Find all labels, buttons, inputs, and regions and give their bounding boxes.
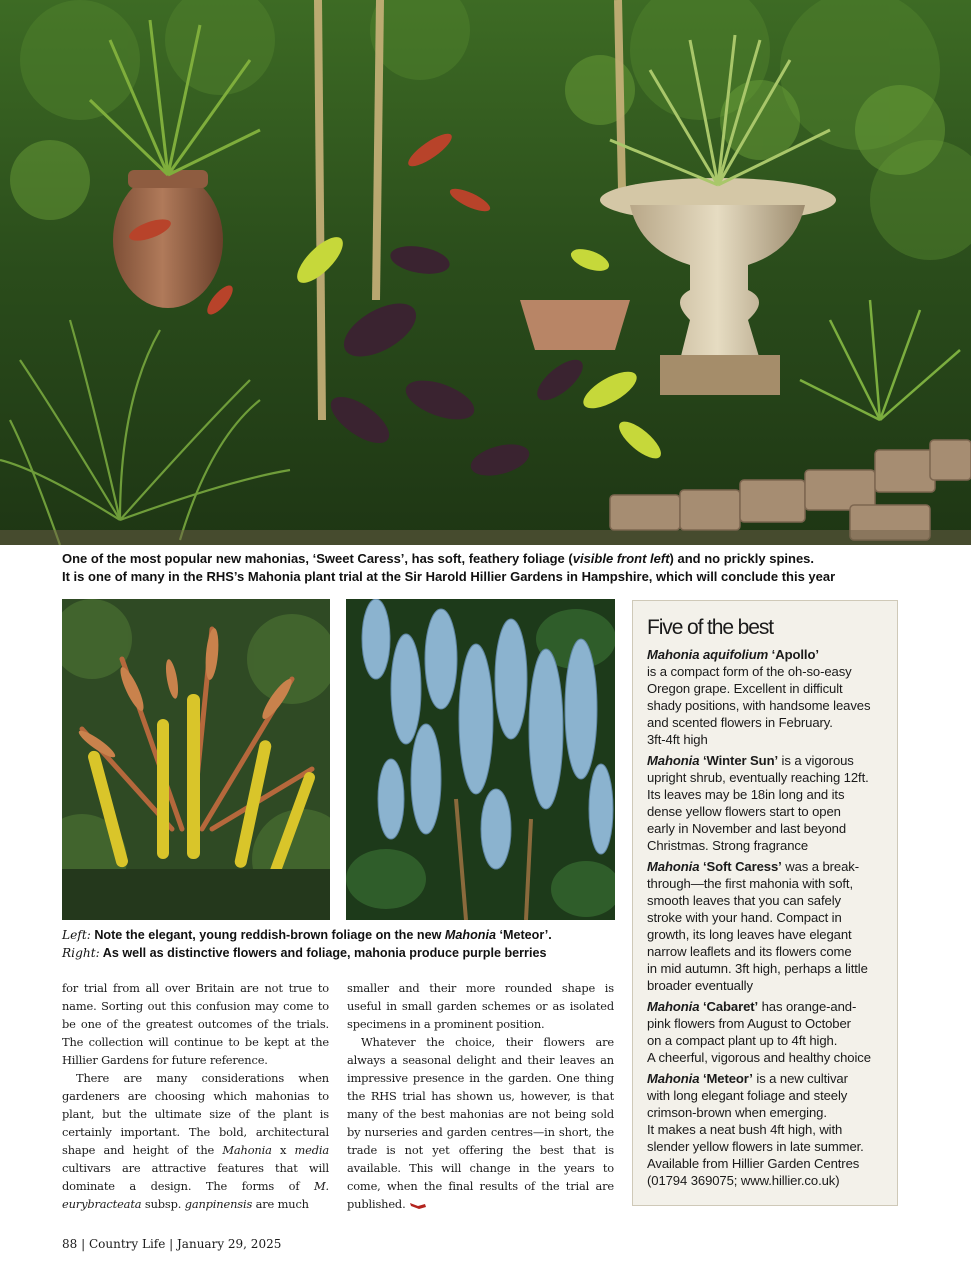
sidebar-line: narrow leaflets and its flowers come: [647, 944, 852, 959]
article-end-mark-icon: [409, 1201, 427, 1210]
body-paragraph: [347, 1033, 614, 1213]
left-caption: [62, 926, 622, 944]
plant-name-italic: Mahonia aquifolium: [647, 647, 769, 662]
sidebar-line: Its leaves may be 18in long and its: [647, 787, 845, 802]
hero-caption-text: ) and no prickly spines.: [669, 551, 815, 566]
mahonia-meteor-image: [62, 599, 330, 920]
sidebar-line: A cheerful, vigorous and healthy choice: [647, 1050, 871, 1065]
body-text: are much: [252, 1197, 309, 1211]
sidebar-line: (01794 369075; www.hillier.co.uk): [647, 1173, 840, 1188]
sidebar-line: upright shrub, eventually reaching 12ft.: [647, 770, 869, 785]
sidebar-line: [647, 998, 887, 1015]
sidebar-line: Oregon grape. Excellent in difficult: [647, 681, 843, 696]
plant-cultivar: ‘Apollo’: [768, 647, 819, 662]
magazine-name: Country Life: [88, 1237, 166, 1251]
sidebar-line: [647, 1070, 887, 1087]
sidebar-line: It makes a neat bush 4ft high, with: [647, 1122, 843, 1137]
page-number: 88: [62, 1237, 78, 1251]
left-caption-italic: Mahonia: [444, 928, 496, 942]
photo-pair-caption: [62, 926, 622, 962]
berries-photo: [346, 599, 615, 920]
sidebar-line: [647, 646, 887, 663]
body-column-1: [62, 979, 329, 1213]
hero-photo: [0, 0, 971, 545]
body-paragraph: [62, 1069, 329, 1213]
right-caption: [62, 944, 622, 962]
five-of-the-best-box: [632, 600, 898, 1206]
sidebar-line: early in November and last beyond: [647, 821, 847, 836]
sidebar-text: is a new cultivar: [752, 1071, 848, 1086]
sidebar-line: crimson-brown when emerging.: [647, 1105, 827, 1120]
plant-name-italic: Mahonia: [647, 753, 700, 768]
body-text: x: [271, 1143, 295, 1157]
sidebar-line: through—the first mahonia with soft,: [647, 876, 854, 891]
hero-caption-line-1: [62, 550, 922, 568]
body-text: Whatever the choice, their flowers are always a seasonal delight and their leaves an impressive presence in the garden. One thing the RHS trial has shown us, however, is that many of the best mahonias are not being sold by nurseries and garden centres—in short, the trade is not yet offering the best that is available. This will change in the years to come, when the final results of the trial are published.: [347, 1035, 614, 1211]
body-text: cultivars are attractive features that will dominate a design. The forms of: [62, 1161, 329, 1193]
sidebar-line: stroke with your hand. Compact in: [647, 910, 842, 925]
sidebar-line: smooth leaves that you can safely: [647, 893, 841, 908]
plant-cultivar: ‘Cabaret’: [699, 999, 759, 1014]
body-paragraph: smaller and their more rounded shape is useful in small garden schemes or as isolated specimens in a prominent position.: [347, 981, 614, 1031]
sidebar-line: dense yellow flowers start to open: [647, 804, 841, 819]
sidebar-line: broader eventually: [647, 978, 753, 993]
plant-name-italic: Mahonia: [647, 859, 700, 874]
sidebar-text: was a break-: [781, 859, 859, 874]
sidebar-line: Christmas. Strong fragrance: [647, 838, 809, 853]
left-caption-text: Note the elegant, young reddish-brown foliage on the new: [90, 928, 445, 942]
page-folio: [62, 1237, 281, 1251]
body-italic: media: [294, 1143, 329, 1157]
sidebar-line: and scented flowers in February.: [647, 715, 833, 730]
sidebar-line: 3ft-4ft high: [647, 732, 708, 747]
left-caption-text: ‘Meteor’.: [495, 928, 552, 942]
issue-date: January 29, 2025: [177, 1237, 282, 1251]
sidebar-entry-meteor: [647, 1070, 887, 1189]
sidebar-title: Five of the best: [647, 616, 773, 639]
body-column-2: [347, 979, 614, 1213]
sidebar-entry-apollo: [647, 646, 887, 748]
body-italic: Mahonia: [222, 1143, 272, 1157]
sidebar-line: [647, 752, 887, 769]
sidebar-line: with long elegant foliage and steely: [647, 1088, 848, 1103]
sidebar-line: is a compact form of the oh-so-easy: [647, 664, 852, 679]
sidebar-text: is a vigorous: [778, 753, 854, 768]
left-caption-label: Left:: [62, 928, 91, 942]
plant-cultivar: ‘Winter Sun’: [699, 753, 779, 768]
body-paragraph: for trial from all over Britain are not true to name. Sorting out this confusion may come to be one of the greatest outcomes of the trials. The collection will continue to be kept at the Hillier Gardens for future reference.: [62, 981, 329, 1067]
body-text: There are many considerations when gardeners are choosing which mahonias to plant, but the ultimate size of the plant is certainly important. The bold, architectural shape and height of the: [62, 1071, 329, 1157]
sidebar-line: [647, 858, 887, 875]
sidebar-line: Available from Hillier Garden Centres: [647, 1156, 860, 1171]
sidebar-entry-winter-sun: [647, 752, 887, 854]
sidebar-line: in mid autumn. 3ft high, perhaps a little: [647, 961, 868, 976]
right-caption-text: As well as distinctive flowers and foliage, mahonia produce purple berries: [99, 946, 547, 960]
sidebar-line: pink flowers from August to October: [647, 1016, 851, 1031]
hero-caption: [62, 550, 922, 585]
plant-cultivar: ‘Soft Caress’: [699, 859, 782, 874]
body-italic: ganpinensis: [184, 1197, 253, 1211]
sidebar-line: growth, its long leaves have elegant: [647, 927, 852, 942]
sidebar-line: on a compact plant up to 4ft high.: [647, 1033, 838, 1048]
body-text: subsp.: [141, 1197, 185, 1211]
hero-caption-italic: visible front left: [572, 551, 670, 566]
sidebar-line: shady positions, with handsome leaves: [647, 698, 871, 713]
meteor-photo: [62, 599, 330, 920]
folio-separator: |: [165, 1237, 177, 1251]
body-italic: M. eurybracteata: [62, 1179, 329, 1211]
hero-caption-text: One of the most popular new mahonias, ‘Sweet Caress’, has soft, feathery foliage (: [62, 551, 573, 566]
hero-caption-line-2: It is one of many in the RHS’s Mahonia plant trial at the Sir Harold Hillier Gardens in Hampshire, which will conclude this year: [62, 568, 836, 584]
folio-separator: |: [77, 1237, 89, 1251]
plant-name-italic: Mahonia: [647, 1071, 700, 1086]
plant-cultivar: ‘Meteor’: [699, 1071, 753, 1086]
right-caption-label: Right:: [62, 946, 100, 960]
sidebar-entry-cabaret: [647, 998, 887, 1066]
sidebar-entry-soft-caress: [647, 858, 887, 994]
garden-border-image: [0, 0, 971, 545]
sidebar-line: slender yellow flowers in late summer.: [647, 1139, 864, 1154]
sidebar-text: has orange-and-: [758, 999, 857, 1014]
plant-name-italic: Mahonia: [647, 999, 700, 1014]
mahonia-berries-image: [346, 599, 615, 920]
